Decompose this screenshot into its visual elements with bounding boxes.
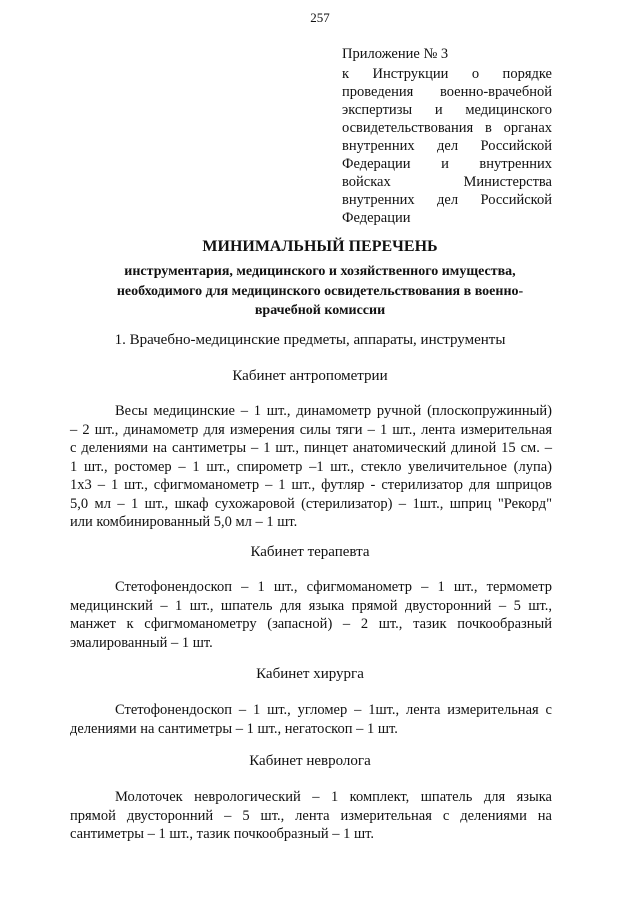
cabinet-heading-surgeon: Кабинет хирурга [256, 666, 364, 682]
cabinet-neurologist-text [70, 788, 552, 844]
text-line: 1 шт., ростомер – 1 шт., спирометр –1 шт., стекло увеличительное (лупа) [70, 458, 552, 475]
appendix-line: войсках Министерства [342, 174, 552, 190]
cabinet-heading-therapist: Кабинет терапевта [250, 544, 370, 560]
text-line: Стетофонендоскоп – 1 шт., сфигмоманометр – 1 шт., термометр [115, 579, 552, 595]
text-line: Молоточек неврологический – 1 комплект, шпатель для языка [115, 789, 552, 805]
text-line: 1х3 – 1 шт., сфигмоманометр – 1 шт., футляр - стерилизатор для шприцов [70, 477, 552, 493]
text-line: – 2 шт., динамометр для измерения силы тяги – 1 шт., лента измерительная [70, 421, 552, 438]
document-subtitle [90, 262, 550, 321]
appendix-line: внутренних дел Российской [342, 192, 552, 208]
text-line: сантиметры – 1 шт., тазик почкообразный – 1 шт. [70, 826, 374, 842]
text-line: Весы медицинские – 1 шт., динамометр ручной (плоскопружинный) [115, 403, 552, 419]
cabinet-anthropometry-text [70, 402, 552, 532]
page-number: 257 [310, 10, 330, 25]
appendix-title: Приложение № 3 [342, 46, 449, 62]
text-line: эмалированный – 1 шт. [70, 634, 213, 651]
cabinet-surgeon-text [70, 701, 552, 738]
appendix-line: Федерации и внутренних [342, 156, 552, 172]
text-line: или комбинированный 5,0 мл – 1 шт. [70, 514, 298, 530]
appendix-line: к Инструкции о порядке [342, 66, 552, 82]
document-title: МИНИМАЛЬНЫЙ ПЕРЕЧЕНЬ [202, 238, 438, 255]
text-line: делениями на сантиметры – 1 шт., негатоскоп – 1 шт. [70, 720, 398, 737]
appendix-line: экспертизы и медицинского [342, 102, 552, 118]
section-heading: 1. Врачебно-медицинские предметы, аппараты, инструменты [114, 332, 506, 348]
text-line: прямой двусторонний – 5 шт., лента измерительная с делениями на [70, 807, 552, 824]
text-line: с делениями на сантиметры – 1 шт., пинцет анатомический длиной 15 см. – [70, 440, 552, 456]
text-line: медицинский – 1 шт., шпатель для языка прямой двусторонний – 5 шт., [70, 597, 552, 614]
text-line: 5,0 мл – 1 шт., шкаф сухожаровой (стерилизатор) – 1шт., шприц "Рекорд" [70, 495, 552, 512]
subtitle-line: необходимого для медицинского освидетельствования в военно- [116, 283, 524, 299]
appendix-line: Федерации [342, 210, 411, 226]
appendix-line: внутренних дел Российской [342, 138, 552, 154]
cabinet-therapist-text [70, 578, 552, 652]
subtitle-line: инструментария, медицинского и хозяйственного имущества, [124, 264, 516, 279]
text-line: манжет к сфигмоманометру (запасной) – 2 шт., тазик почкообразный [70, 616, 552, 632]
subtitle-line: врачебной комиссии [254, 303, 386, 318]
appendix-note [342, 45, 552, 227]
cabinet-heading-neurologist: Кабинет невролога [249, 753, 371, 769]
text-line: Стетофонендоскоп – 1 шт., угломер – 1шт., лента измерительная с [115, 702, 552, 718]
appendix-line: проведения военно-врачебной [342, 84, 552, 100]
cabinet-heading-anthropometry: Кабинет антропометрии [232, 368, 388, 384]
appendix-line: освидетельствования в органах [342, 120, 552, 136]
